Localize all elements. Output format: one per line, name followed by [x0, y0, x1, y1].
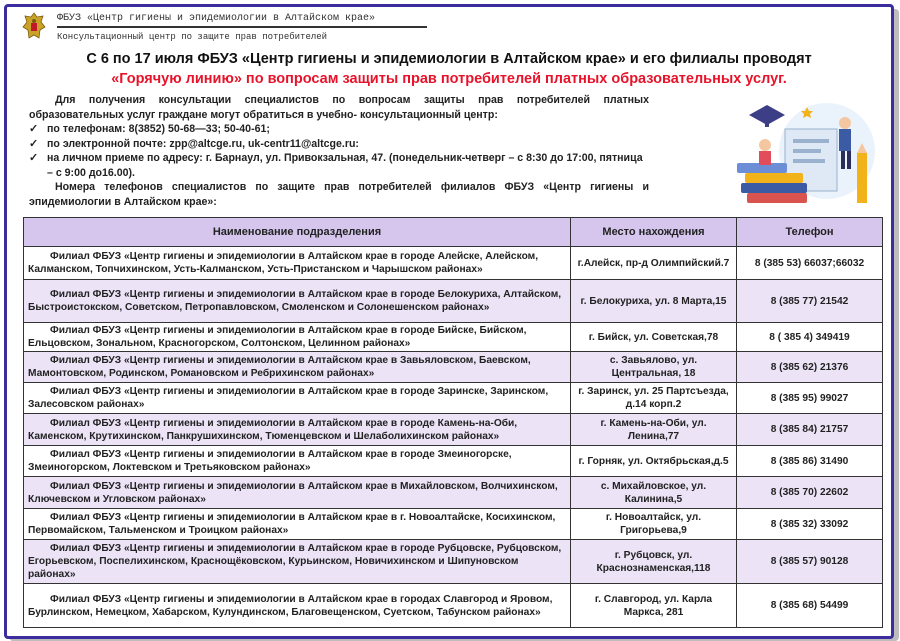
table-row — [24, 540, 883, 584]
contact-item-phone — [29, 122, 649, 137]
branch-phone: 8 (385 57) 90128 — [737, 540, 883, 584]
branch-location: г. Камень-на-Оби, ул. Ленина,77 — [571, 414, 737, 446]
check-icon: ✓ — [29, 152, 39, 164]
table-row — [24, 477, 883, 509]
table-row — [24, 247, 883, 280]
headline: С 6 по 17 июля ФБУЗ «Центр гигиены и эпидемиологии в Алтайском крае» и его филиалы проводят — [86, 51, 812, 67]
contact-text: по электронной почте: zpp@altcge.ru, uk-centr11@altcge.ru: — [47, 137, 359, 150]
emblem-icon — [21, 11, 47, 43]
branch-name: Филиал ФБУЗ «Центр гигиены и эпидемиологии в Алтайском крае в городе Рубцовске, Рубцовском, Егорьевском, Поспелихинском, Краснощёковском, Курьинском, Новичихинском и Шипуновском районах» — [24, 540, 571, 584]
header — [21, 11, 441, 47]
branch-phone: 8 (385 77) 21542 — [737, 280, 883, 323]
intro-block — [29, 93, 649, 209]
branch-name: Филиал ФБУЗ «Центр гигиены и эпидемиологии в Алтайском крае в Завьяловском, Баевском, Мамонтовском, Родинском, Романовском и Ребрихинском районах» — [24, 352, 571, 383]
branches-table — [23, 217, 883, 628]
branch-phone: 8 (385 95) 99027 — [737, 383, 883, 414]
table-row — [24, 280, 883, 323]
check-icon: ✓ — [29, 137, 39, 150]
table-row — [24, 584, 883, 628]
contact-list — [29, 122, 649, 180]
table-row — [24, 446, 883, 477]
branch-location: г. Белокуриха, ул. 8 Марта,15 — [571, 280, 737, 323]
branch-phone: 8 (385 68) 54499 — [737, 584, 883, 628]
table-row — [24, 323, 883, 352]
branch-name: Филиал ФБУЗ «Центр гигиены и эпидемиологии в Алтайском крае в городе Белокуриха, Алтайском, Быстроистокском, Советском, Петропавловском, Смоленском и Солонешенском районах» — [24, 280, 571, 323]
table-row — [24, 414, 883, 446]
contact-text: на личном приеме по адресу: г. Барнаул, ул. Привокзальная, 47. (понедельник-четверг – с 8:30 до 17:00, пятница – с 9:00 до16.00). — [47, 152, 643, 179]
table-header-row — [24, 218, 883, 247]
branch-location: г. Рубцовск, ул. Краснознаменская,118 — [571, 540, 737, 584]
header-divider — [57, 26, 427, 28]
branch-location: с. Михайловское, ул. Калинина,5 — [571, 477, 737, 509]
branch-name: Филиал ФБУЗ «Центр гигиены и эпидемиологии в Алтайском крае в городе Алейске, Алейском, Калманском, Топчихинском, Усть-Калманском, Усть-Пристанском и Чарышском районах» — [24, 247, 571, 280]
branch-name: Филиал ФБУЗ «Центр гигиены и эпидемиологии в Алтайском крае в Михайловском, Волчихинском, Ключевском и Угловском районах» — [24, 477, 571, 509]
table-row — [24, 383, 883, 414]
headline-highlight: «Горячую линию» по вопросам защиты прав потребителей платных образовательных услуг. — [111, 71, 787, 87]
branch-location: г.Алейск, пр-д Олимпийский.7 — [571, 247, 737, 280]
branch-phone: 8 (385 86) 31490 — [737, 446, 883, 477]
branch-name: Филиал ФБУЗ «Центр гигиены и эпидемиологии в Алтайском крае в городе Заринске, Заринском, Залесовском районах» — [24, 383, 571, 414]
org-name: ФБУЗ «Центр гигиены и эпидемиологии в Алтайском крае» — [57, 13, 376, 24]
branch-phone: 8 (385 70) 22602 — [737, 477, 883, 509]
branch-location: г. Бийск, ул. Советская,78 — [571, 323, 737, 352]
branch-name: Филиал ФБУЗ «Центр гигиены и эпидемиологии в Алтайском крае в городе Бийске, Бийском, Ельцовском, Зональном, Красногорском, Солтонском, Целинном районах» — [24, 323, 571, 352]
branch-location: г. Новоалтайск, ул. Григорьева,9 — [571, 509, 737, 540]
contact-item-address — [29, 151, 649, 180]
contact-text: по телефонам: 8(3852) 50-68—33; 50-40-61; — [47, 123, 270, 135]
column-header-name: Наименование подразделения — [24, 218, 571, 247]
poster-frame — [4, 4, 894, 639]
education-illustration-icon — [707, 93, 887, 211]
branch-phone: 8 (385 62) 21376 — [737, 352, 883, 383]
column-header-phone: Телефон — [737, 218, 883, 247]
branch-name: Филиал ФБУЗ «Центр гигиены и эпидемиологии в Алтайском крае в городе Змеиногорске, Змеиногорском, Локтевском и Третьяковском районах» — [24, 446, 571, 477]
contact-item-email — [29, 137, 649, 152]
intro-note: Номера телефонов специалистов по защите прав потребителей филиалов ФБУЗ «Центр гигиены и эпидемиологии в Алтайском крае»: — [29, 181, 649, 208]
branch-phone: 8 (385 53) 66037;66032 — [737, 247, 883, 280]
branch-location: г. Горняк, ул. Октябрьская,д.5 — [571, 446, 737, 477]
intro-paragraph: Для получения консультации специалистов по вопросам защиты прав потребителей платных образовательных услуг граждане могут обратиться в учебно- консультационный центр: — [29, 94, 649, 121]
branch-location: г. Славгород, ул. Карла Маркса, 281 — [571, 584, 737, 628]
branch-location: с. Завьялово, ул. Центральная, 18 — [571, 352, 737, 383]
branch-name: Филиал ФБУЗ «Центр гигиены и эпидемиологии в Алтайском крае в городах Славгород и Яровом, Бурлинском, Немецком, Хабарском, Кулундинском, Благовещенском, Суетском, Табунском районах» — [24, 584, 571, 628]
branch-phone: 8 ( 385 4) 349419 — [737, 323, 883, 352]
table-row — [24, 352, 883, 383]
branch-name: Филиал ФБУЗ «Центр гигиены и эпидемиологии в Алтайском крае в городе Камень-на-Оби, Каменском, Крутихинском, Панкрушихинском, Тюменцевском и Шелаболихинском районах» — [24, 414, 571, 446]
table-row — [24, 509, 883, 540]
branch-phone: 8 (385 32) 33092 — [737, 509, 883, 540]
branch-location: г. Заринск, ул. 25 Партсъезда, д.14 корп.2 — [571, 383, 737, 414]
branch-name: Филиал ФБУЗ «Центр гигиены и эпидемиологии в Алтайском крае в г. Новоалтайске, Косихинском, Первомайском, Тальменском и Троицком районах» — [24, 509, 571, 540]
column-header-place: Место нахождения — [571, 218, 737, 247]
org-subtitle: Консультационный центр по защите прав потребителей — [57, 32, 328, 42]
branch-phone: 8 (385 84) 21757 — [737, 414, 883, 446]
check-icon: ✓ — [29, 123, 39, 135]
